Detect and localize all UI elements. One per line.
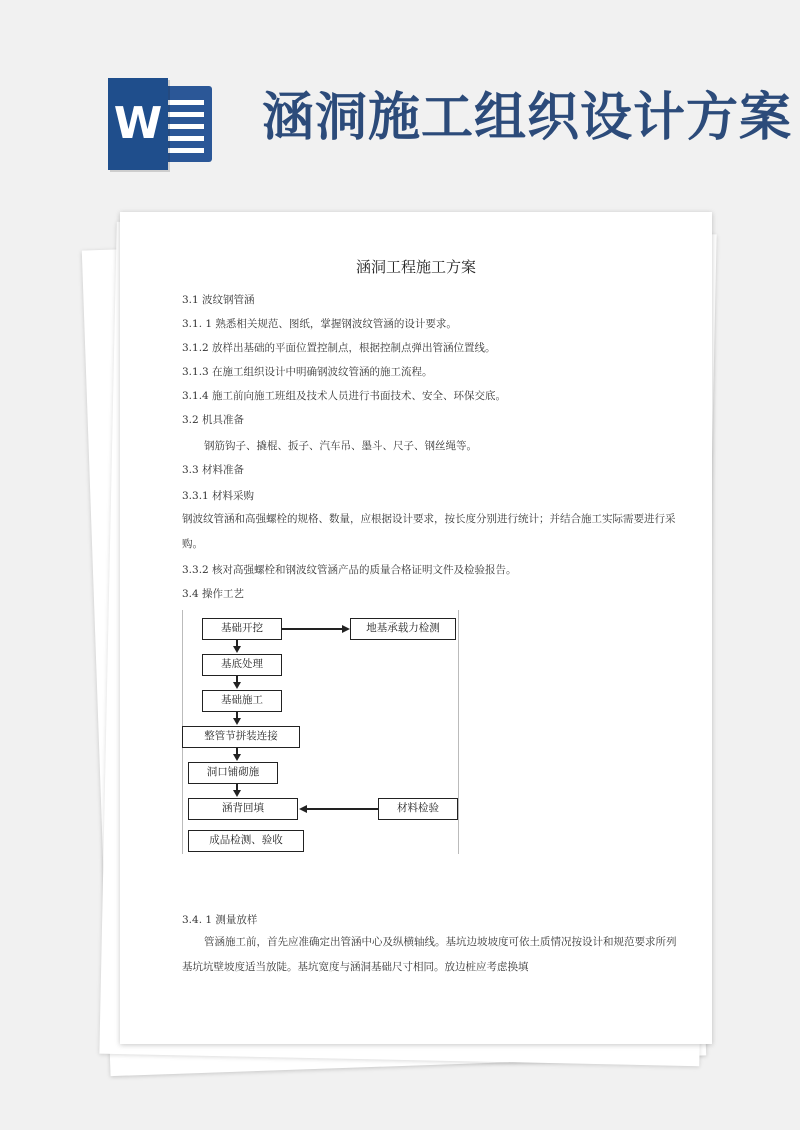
word-icon-letter: W (108, 78, 168, 170)
arrow-right-icon (342, 625, 350, 633)
word-document-icon (108, 78, 216, 170)
paragraph-3-3-1: 钢波纹管涵和高强螺栓的规格、数量，应根据设计要求，按长度分别进行统计；并结合施工实际需要进行采购。 (182, 513, 676, 550)
paragraph-3-1-1: 3.1. 1 熟悉相关规范、图纸，掌握钢波纹管涵的设计要求。 (182, 318, 457, 330)
paragraph-3-4-1: 管涵施工前，首先应准确定出管涵中心及纵横轴线。基坑边坡坡度可依土质情况按设计和规范要求所列基坑坑壁坡度适当放陡。基坑宽度与涵洞基础尺寸相同。放边桩应考虑换填 (182, 936, 677, 973)
arrow-down-icon (233, 646, 241, 653)
heading-3-4: 3.4 操作工艺 (182, 588, 245, 600)
paragraph-3-1-3: 3.1.3 在施工组织设计中明确钢波纹管涵的施工流程。 (182, 366, 433, 378)
flow-step-backfill: 涵背回填 (188, 798, 298, 820)
paragraph-3-3-2: 3.3.2 核对高强螺栓和钢波纹管涵产品的质量合格证明文件及检验报告。 (182, 564, 517, 576)
flow-side-bearing-test: 地基承载力检测 (350, 618, 456, 640)
flowchart-guide-line (458, 610, 459, 854)
construction-flowchart (180, 608, 460, 856)
flow-step-base-treatment: 基底处理 (202, 654, 282, 676)
document-title: 涵洞工程施工方案 (355, 258, 476, 276)
arrow-left-icon (299, 805, 307, 813)
flow-step-foundation: 基础施工 (202, 690, 282, 712)
heading-3-3-1: 3.3.1 材料采购 (182, 490, 255, 502)
paragraph-3-1-2: 3.1.2 放样出基础的平面位置控制点，根据控制点弹出管涵位置线。 (182, 342, 496, 354)
flow-step-portal-paving: 洞口铺砌施 (188, 762, 278, 784)
flow-step-pipe-assembly: 整管节拼装连接 (182, 726, 300, 748)
arrow-down-icon (233, 718, 241, 725)
flow-step-excavation: 基础开挖 (202, 618, 282, 640)
paragraph-3-1-4: 3.1.4 施工前向施工班组及技术人员进行书面技术、安全、环保交底。 (182, 390, 507, 402)
flow-step-inspection-acceptance: 成品检测、验收 (188, 830, 304, 852)
arrow-down-icon (233, 682, 241, 689)
heading-3-4-1: 3.4. 1 测量放样 (182, 914, 258, 926)
heading-3-3: 3.3 材料准备 (182, 464, 245, 476)
paragraph-tools: 钢筋钩子、撬棍、扳子、汽车吊、墨斗、尺子、钢丝绳等。 (204, 440, 477, 452)
connector-line (306, 808, 378, 810)
connector-line (282, 628, 342, 630)
heading-3-2: 3.2 机具准备 (182, 414, 245, 426)
arrow-down-icon (233, 790, 241, 797)
flow-side-material-inspection: 材料检验 (378, 798, 458, 820)
banner (0, 0, 800, 200)
heading-3-1: 3.1 波纹钢管涵 (182, 294, 255, 306)
arrow-down-icon (233, 754, 241, 761)
banner-title: 涵洞施工组织设计方案 (262, 88, 793, 148)
document-page (120, 212, 712, 1044)
